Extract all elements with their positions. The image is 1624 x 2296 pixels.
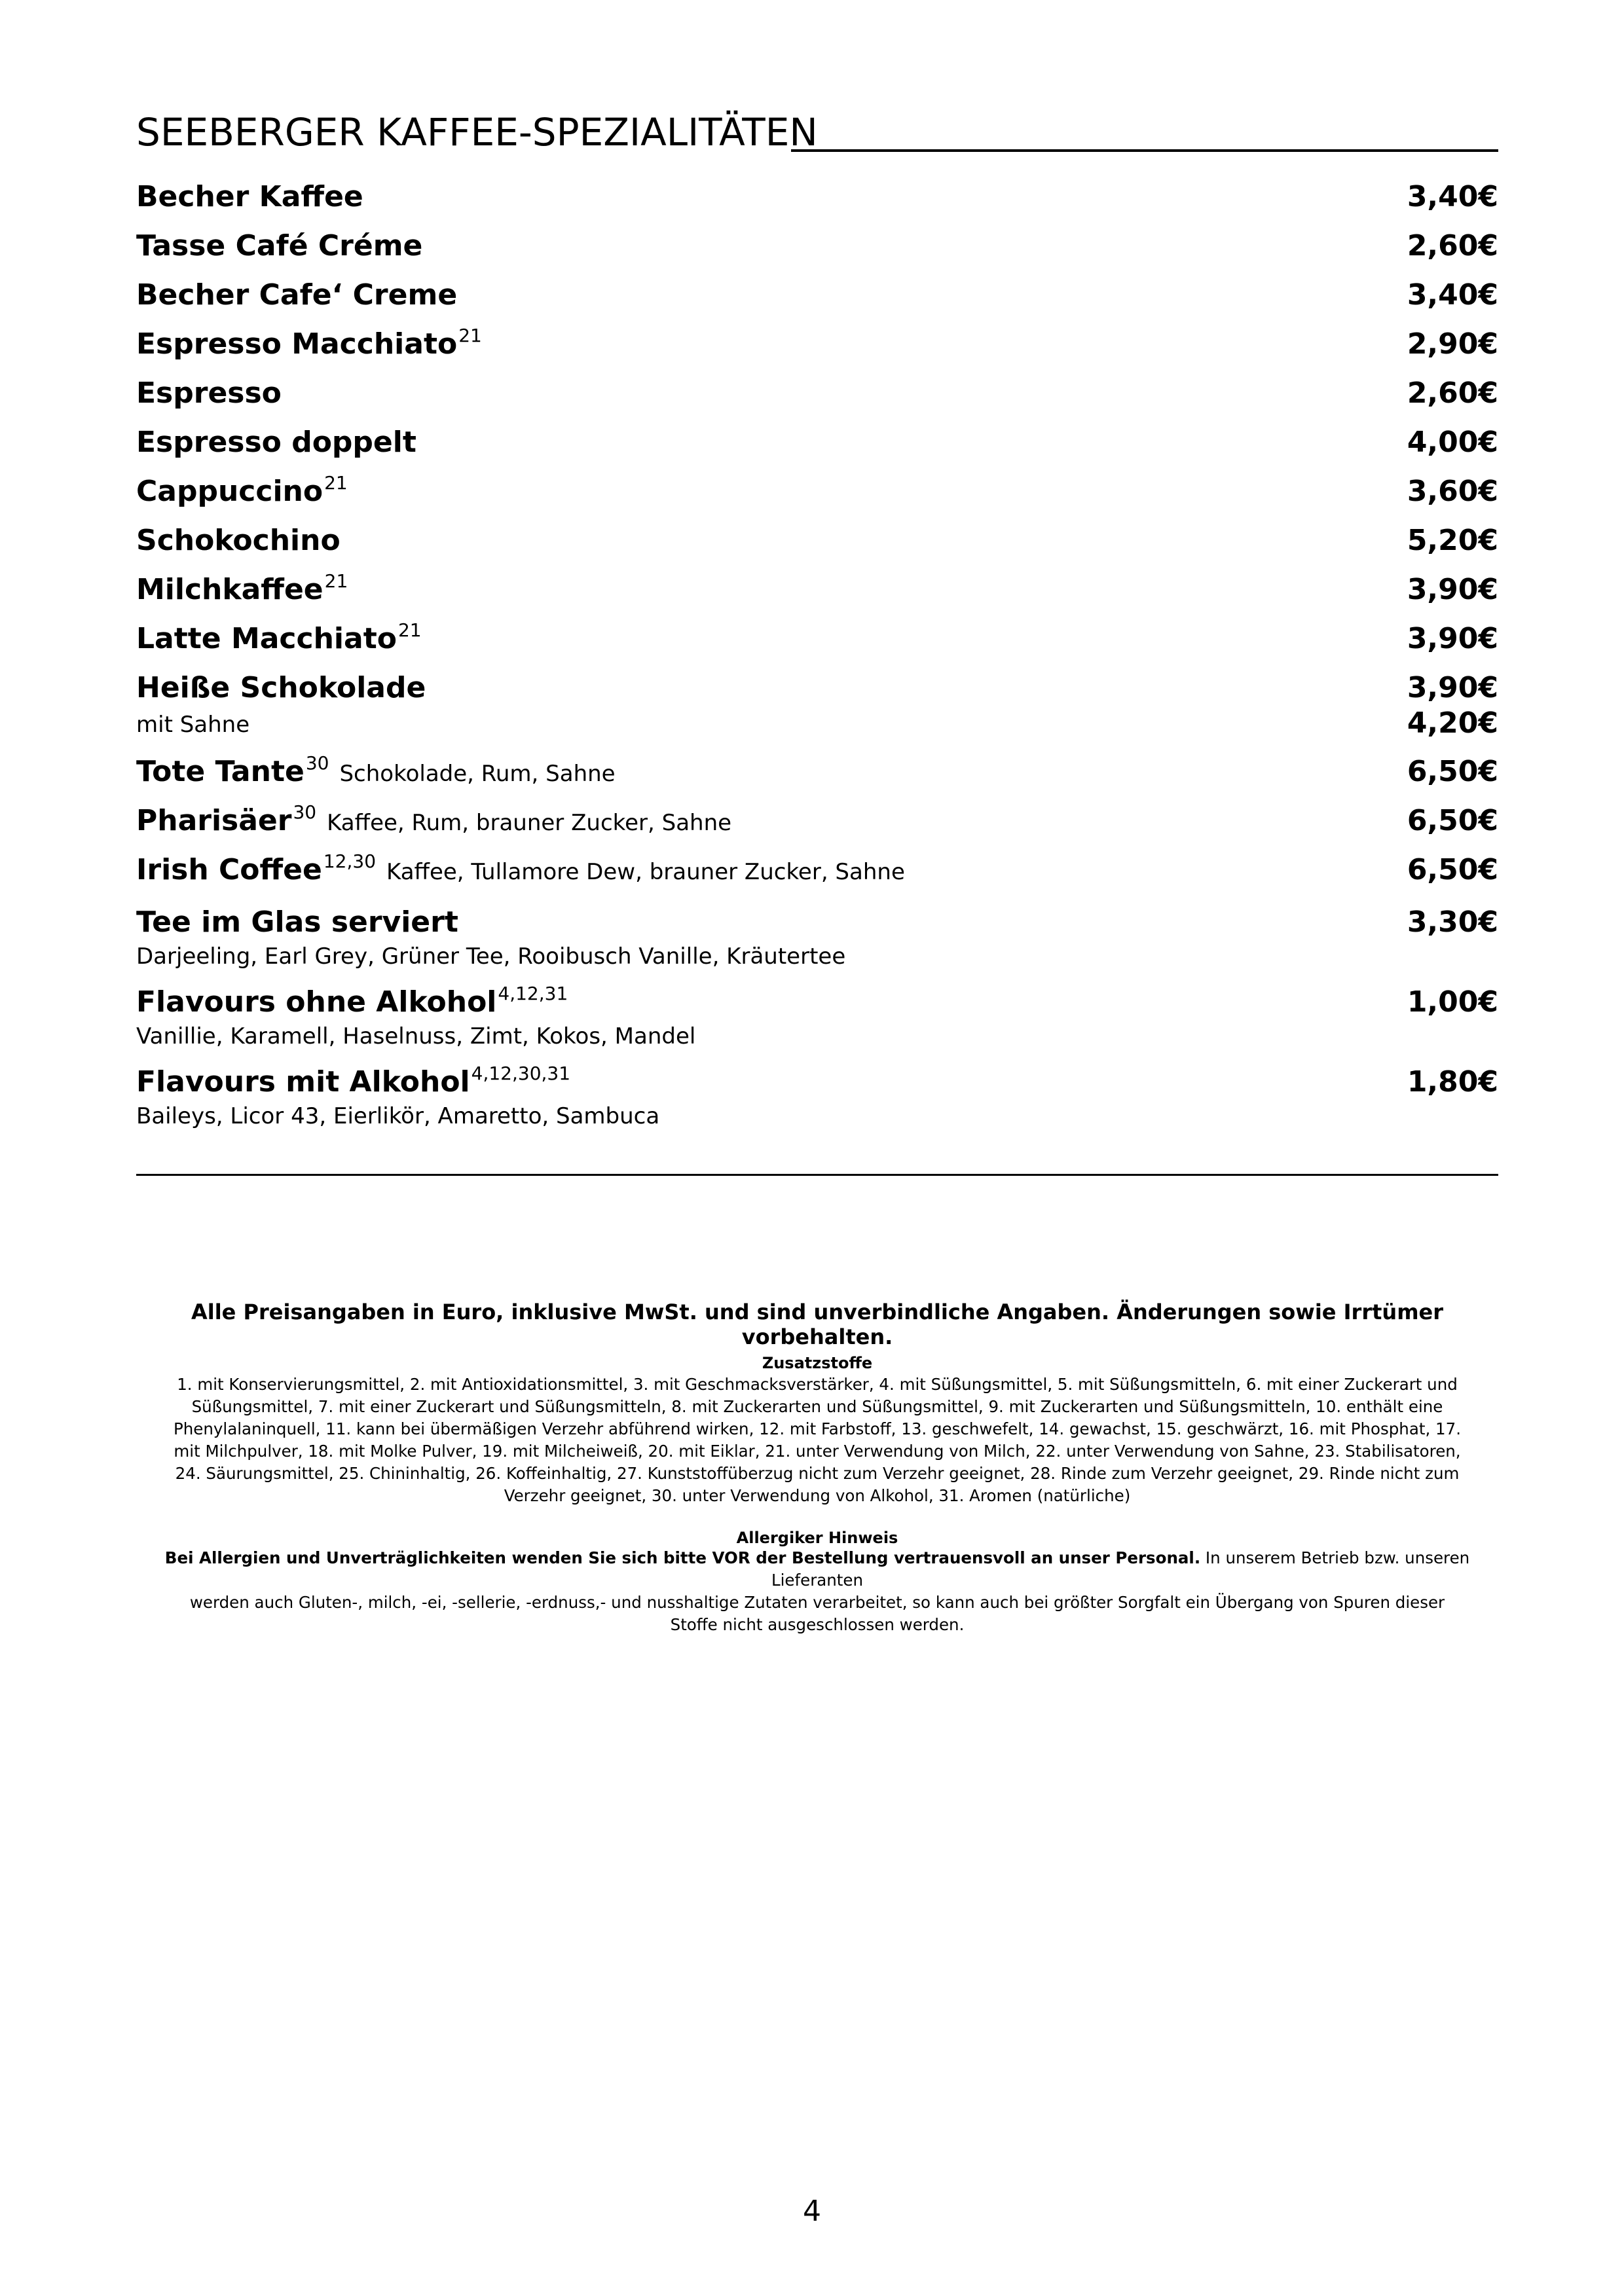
item-price: 6,50€ [1407,804,1498,837]
menu-item [136,742,1498,791]
item-option: mit Sahne [136,712,250,738]
item-price: 3,60€ [1407,475,1498,508]
item-price: 3,40€ [1407,278,1498,312]
menu-item [136,658,1498,742]
menu-item [136,265,1498,314]
allergy-bold-notice: Bei Allergien und Unverträglichkeiten wenden Sie sich bitte VOR der Bestellung vertrauensvoll an unser Personal. [164,1548,1201,1567]
item-price: 2,90€ [1407,327,1498,361]
additives-line: 24. Säurungsmittel, 25. Chininhaltig, 26. Koffeinhaltig, 27. Kunststoffüberzug nicht zum Verzehr geeignet, 28. Rinde zum Verzehr geeignet, 29. Rinde nicht zum [175,1464,1460,1483]
item-name: Tee im Glas serviert [136,905,458,939]
menu-item [136,412,1498,462]
item-description: Vanillie, Karamell, Haselnuss, Zimt, Kokos, Mandel [136,1023,696,1049]
item-name: Irish Coffee$^{12,30}$ Kaffee, Tullamore Dew, brauner Zucker, Sahne [136,850,905,886]
page-number: 4 [803,2195,821,2228]
menu-item [136,560,1498,609]
allergen-codes: 30 [293,801,317,823]
menu-item [136,892,1498,972]
item-price: 4,00€ [1407,426,1498,459]
item-price: 6,50€ [1407,853,1498,886]
item-name: Espresso [136,376,282,410]
item-price: 3,90€ [1407,671,1498,704]
price-notice: Alle Preisangaben in Euro, inklusive MwSt. und sind unverbindliche Angaben. Änderungen sowie Irrtümer vorbehalten. [191,1300,1444,1349]
item-name: Cappuccino$^{21}$ [136,472,348,508]
item-name: Becher Kaffee [136,180,363,213]
menu-item [136,363,1498,412]
allergen-codes: 30 [305,752,329,774]
menu-list [136,167,1498,1132]
menu-item [136,216,1498,265]
menu-item [136,462,1498,511]
item-name: Tasse Café Créme [136,229,423,263]
item-name: Flavours mit Alkohol$^{4,12,30,31}$ [136,1063,571,1099]
additives-title: Zusatzstoffe [762,1354,873,1372]
item-name: Espresso doppelt [136,426,416,459]
allergen-codes: 4,12,31 [498,983,568,1004]
item-price: 6,50€ [1407,755,1498,788]
title-underline [791,149,1498,152]
item-name: Espresso Macchiato$^{21}$ [136,325,482,361]
menu-item [136,840,1498,892]
item-description: Baileys, Licor 43, Eierlikör, Amaretto, Sambuca [136,1103,660,1129]
additives-line: Verzehr geeignet, 30. unter Verwendung von Alkohol, 31. Aromen (natürliche) [504,1486,1131,1505]
allergen-codes: 21 [324,472,348,494]
item-price: 3,30€ [1407,905,1498,939]
item-name: Schokochino [136,524,341,557]
item-price: 2,60€ [1407,229,1498,263]
section-title: SEEBERGER KAFFEE-SPEZIALITÄTEN [136,110,818,155]
allergen-codes: 21 [458,325,482,346]
item-description: Kaffee, Rum, brauner Zucker, Sahne [327,810,732,836]
additives-line: Phenylalaninquell, 11. kann bei übermäßigen Verzehr abführend wirken, 12. mit Farbstoff, 13. geschwefelt, 14. gewachst, 15. geschwärzt, 16. mit Phosphat, 17. [174,1419,1461,1438]
menu-item [136,609,1498,658]
menu-bottom-divider [136,1174,1498,1176]
allergy-line-rest: In unserem Betrieb bzw. unseren Lieferanten [771,1548,1470,1590]
allergy-title: Allergiker Hinweis [736,1529,898,1547]
allergy-line: Stoffe nicht ausgeschlossen werden. [670,1615,965,1634]
allergy-line [149,1547,1485,1592]
item-name: Becher Cafe‘ Creme [136,278,458,312]
item-price: 3,90€ [1407,573,1498,606]
item-description: Kaffee, Tullamore Dew, brauner Zucker, Sahne [386,859,905,885]
item-name: Pharisäer$^{30}$ Kaffee, Rum, brauner Zucker, Sahne [136,801,732,837]
allergy-line: werden auch Gluten-, milch, -ei, -sellerie, -erdnuss,- und nusshaltige Zutaten verarbeitet, so kann auch bei größter Sorgfalt ein Übergang von Spuren dieser [189,1593,1445,1612]
item-price: 2,60€ [1407,376,1498,410]
additives-line: mit Milchpulver, 18. mit Molke Pulver, 19. mit Milcheiweiß, 20. mit Eiklar, 21. unter Verwendung von Milch, 22. unter Verwendung von Sahne, 23. Stabilisatoren, [174,1442,1461,1461]
allergen-codes: 21 [397,619,422,641]
menu-item [136,511,1498,560]
item-description: Darjeeling, Earl Grey, Grüner Tee, Rooibusch Vanille, Kräutertee [136,943,846,970]
menu-item [136,1052,1498,1132]
allergen-codes: 21 [324,570,348,592]
allergen-codes: 4,12,30,31 [471,1063,571,1084]
item-name: Heiße Schokolade [136,671,426,704]
allergen-codes: 12,30 [323,850,377,872]
menu-item [136,791,1498,840]
menu-item [136,167,1498,216]
item-price: 5,20€ [1407,524,1498,557]
item-price: 3,90€ [1407,622,1498,655]
menu-item [136,972,1498,1052]
additives-line: Süßungsmittel, 7. mit einer Zuckerart und Süßungsmitteln, 8. mit Zuckerarten und Süßungsmittel, 9. mit Zuckerarten und Süßungsmitteln, 10. enthält eine [191,1397,1443,1416]
item-price: 1,80€ [1407,1065,1498,1099]
item-price: 3,40€ [1407,180,1498,213]
item-name: Flavours ohne Alkohol$^{4,12,31}$ [136,983,568,1019]
menu-item [136,314,1498,363]
item-description: Schokolade, Rum, Sahne [339,761,616,787]
item-name: Milchkaffee$^{21}$ [136,570,348,606]
section-header [136,105,1498,157]
item-name: Tote Tante$^{30}$ Schokolade, Rum, Sahne [136,752,616,788]
allergy-text [149,1547,1485,1636]
additives-line: 1. mit Konservierungsmittel, 2. mit Antioxidationsmittel, 3. mit Geschmacksverstärker, 4. mit Süßungsmittel, 5. mit Süßungsmitteln, 6. mit einer Zuckerart und [177,1375,1458,1394]
item-price: 1,00€ [1407,985,1498,1019]
item-option-price: 4,20€ [1407,706,1498,740]
additives-list [149,1374,1485,1507]
item-name: Latte Macchiato$^{21}$ [136,619,422,655]
